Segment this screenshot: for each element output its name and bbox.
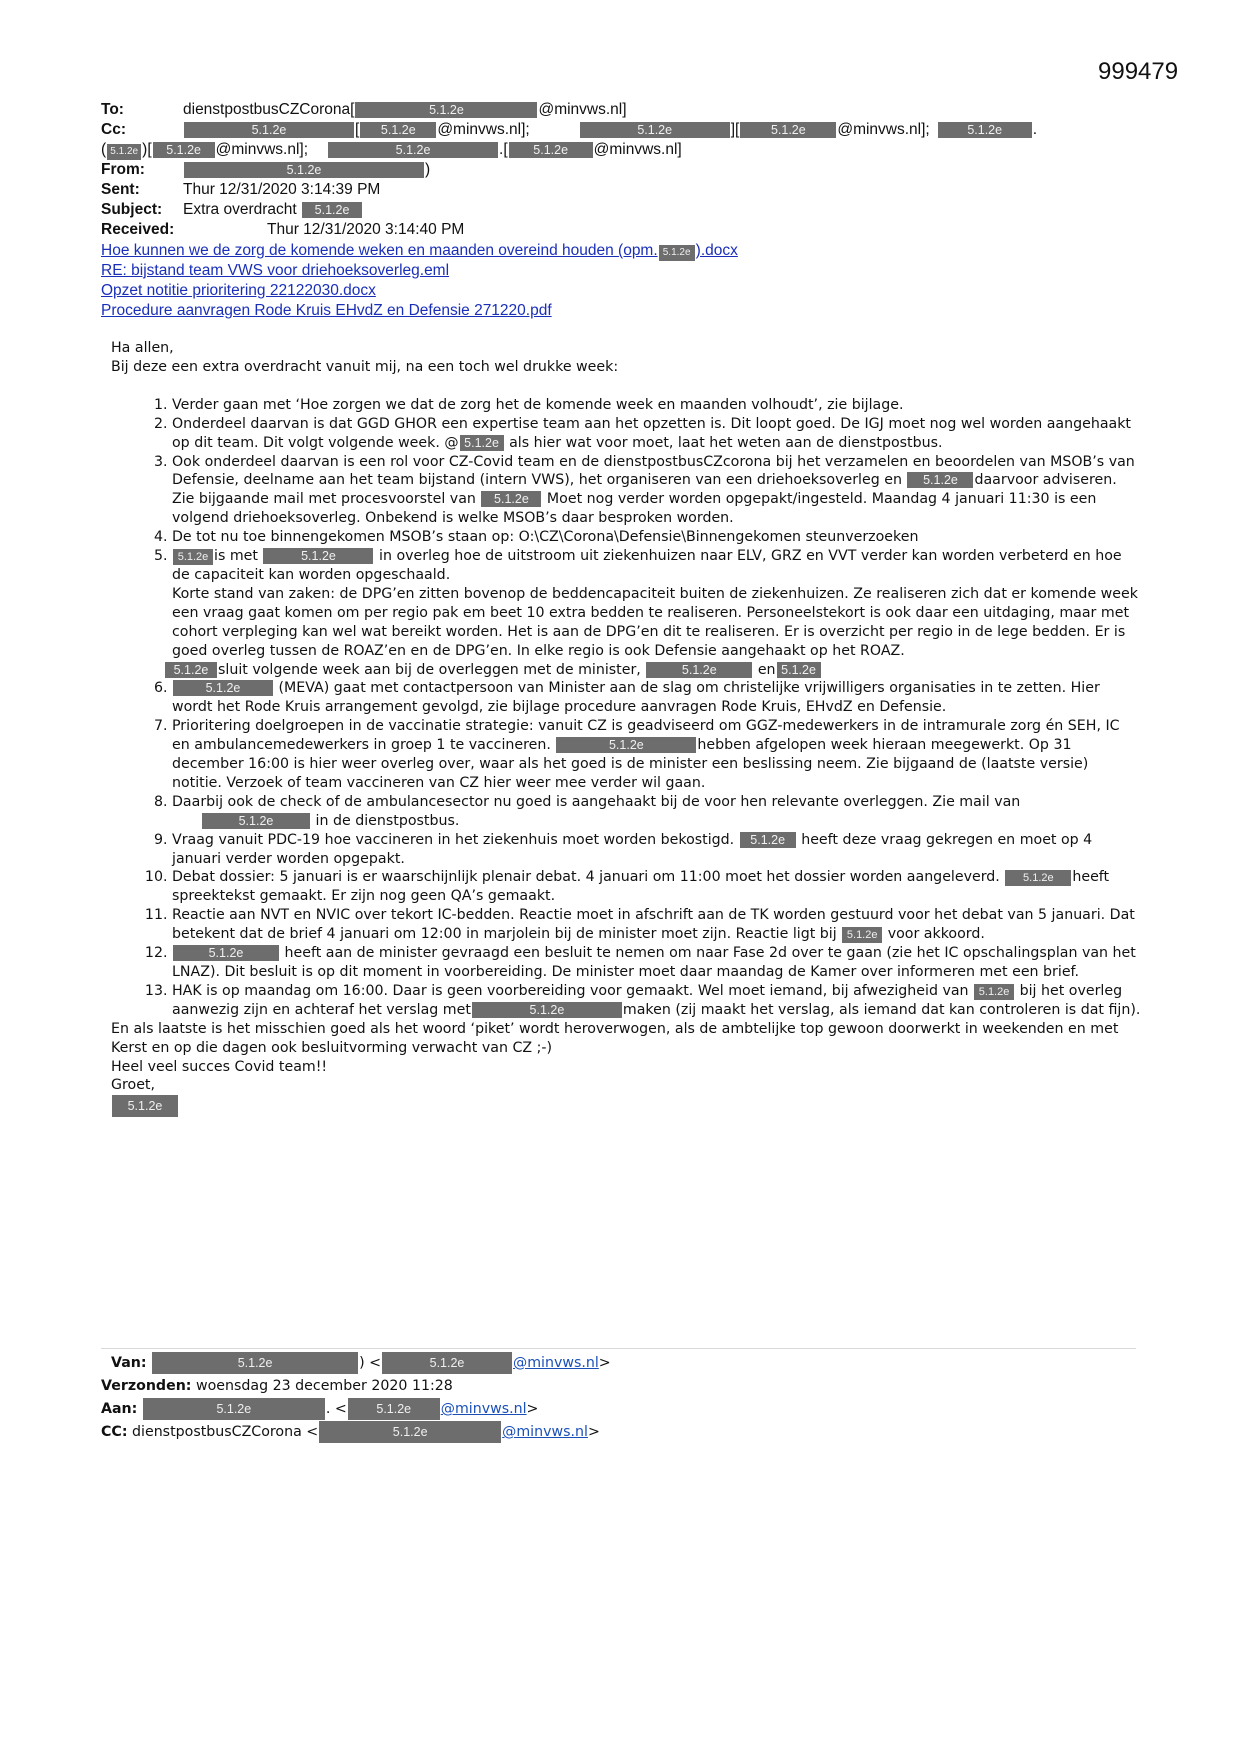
- redaction: 5.1.2e: [107, 144, 141, 160]
- list-item: 2. Onderdeel daarvan is dat GGD GHOR een expertise team aan het opzetten is. Dit loopt goed. De IGJ moet nog wel worden aangehaakt op dit team. Dit volgt volgende week. @ 5.1.2e als hier wat voor moet, laat het weten aan de dienstpostbus.: [172, 415, 1141, 453]
- redaction: 5.1.2e: [173, 680, 273, 696]
- groet: Groet,: [111, 1077, 155, 1094]
- cc-row: Cc: 5.1.2e [ 5.1.2e @minvws.nl]; 5.1.2e ][ 5.1.2e @minvws.nl]; 5.1.2e .: [101, 121, 1038, 138]
- email-link[interactable]: @minvws.nl: [502, 1424, 588, 1440]
- redaction: 5.1.2e: [481, 491, 541, 507]
- redaction: 5.1.2e: [907, 472, 973, 488]
- list-item: 10. Debat dossier: 5 januari is er waarschijnlijk plenair debat. 4 januari om 11:00 moet het dossier worden aangeleverd. 5.1.2e heeft spreektekst gemaakt. Er zijn nog geen QA’s gemaakt.: [172, 868, 1141, 906]
- redaction: 5.1.2e: [143, 1398, 325, 1420]
- attachment-link[interactable]: Procedure aanvragen Rode Kruis EHvdZ en Defensie 271220.pdf: [101, 302, 552, 319]
- document-number: 999479: [1098, 58, 1179, 85]
- redaction: 5.1.2e: [173, 945, 279, 961]
- cc-label: CC:: [101, 1424, 128, 1440]
- subject-label: Subject:: [101, 201, 163, 218]
- redaction: 5.1.2e: [740, 122, 836, 138]
- redaction: 5.1.2e: [355, 102, 537, 118]
- sent-value: Thur 12/31/2020 3:14:39 PM: [183, 181, 381, 198]
- attachment-link[interactable]: Opzet notitie prioritering 22122030.docx: [101, 282, 376, 299]
- redaction: 5.1.2e: [302, 202, 362, 218]
- divider: [101, 1348, 1136, 1349]
- redaction: 5.1.2e: [842, 927, 882, 943]
- van-label: Van:: [111, 1355, 147, 1371]
- list-item: 9. Vraag vanuit PDC-19 hoe vaccineren in het ziekenhuis moet worden bekostigd. 5.1.2e heeft deze vraag gekregen en moet op 4 januari verder worden opgepakt.: [172, 831, 1141, 869]
- redaction: 5.1.2e: [173, 549, 213, 565]
- intro-text: Bij deze een extra overdracht vanuit mij, na een toch wel drukke week:: [111, 358, 619, 375]
- redaction: 5.1.2e: [360, 122, 436, 138]
- status-summary: Korte stand van zaken: de DPG’en zitten bovenop de beddencapaciteit buiten de ziekenhuizen. Ze realiseren zich dat er komende week een vraag gaat komen om per regio pak em beet 10 extra bedden te realiseren. Personeelstekort is ook daar een uitdaging, maar met cohort verpleging kan wel wat bereikt worden. Het is aan de DPG’en dit te realiseren. Er is overzicht per regio in de lege bedden. Er is goed overleg tussen de ROAZ’en en de DPG’en. In elke regio is ook Defensie aangehaakt op het ROAZ.: [172, 585, 1138, 659]
- redaction: 5.1.2e: [165, 662, 217, 678]
- signature: [111, 1095, 1141, 1117]
- redaction: 5.1.2e: [184, 162, 424, 178]
- list-item: 3. Ook onderdeel daarvan is een rol voor CZ-Covid team en de dienstpostbusCZcorona bij het verzamelen en beoordelen van MSOB’s van Defensie, deelname aan het team bijstand (intern VWS), het organiseren van een driehoeksoverleg en 5.1.2e daarvoor adviseren. Zie bijgaande mail met procesvoorstel van 5.1.2e Moet nog verder worden opgepakt/ingesteld. Maandag 4 januari 11:30 is een volgend driehoeksoverleg. Onbekend is welke MSOB’s daar besproken worden.: [172, 453, 1141, 529]
- cc-row-2: ( 5.1.2e )[ 5.1.2e @minvws.nl]; 5.1.2e .[ 5.1.2e @minvws.nl]: [101, 141, 682, 158]
- subject-row: [101, 200, 1161, 220]
- list-item: 11. Reactie aan NVT en NVIC over tekort IC-bedden. Reactie moet in afschrift aan de TK worden gestuurd voor het debat van 5 januari. Dat betekent dat de brief 4 januari om 12:00 in marjolein bij de minister moet zijn. Reactie ligt bij 5.1.2e voor akkoord.: [172, 906, 1141, 944]
- to-row: To: dienstpostbusCZCorona[ 5.1.2e @minvws.nl]: [101, 101, 627, 118]
- from-label: From:: [101, 161, 145, 178]
- redaction: 5.1.2e: [777, 662, 821, 678]
- sent-label: Sent:: [101, 181, 140, 198]
- redaction: 5.1.2e: [328, 142, 498, 158]
- item-list: [111, 396, 1141, 1020]
- received-row: [101, 220, 1161, 240]
- verzonden-label: Verzonden:: [101, 1378, 192, 1394]
- redaction: 5.1.2e: [974, 984, 1014, 1000]
- redaction: 5.1.2e: [348, 1398, 440, 1420]
- aan-label: Aan:: [101, 1401, 138, 1417]
- email-link[interactable]: @minvws.nl: [513, 1355, 599, 1371]
- redaction: 5.1.2e: [580, 122, 730, 138]
- closing-paragraph: En als laatste is het misschien goed als het woord ‘piket’ wordt heroverwogen, als de ambtelijke top gewoon doorwerkt in weekenden en met Kerst en op die dagen ook besluitvorming verwacht van CZ ;-): [111, 1020, 1119, 1056]
- redaction: 5.1.2e: [1005, 870, 1071, 886]
- redaction: 5.1.2e: [263, 548, 373, 564]
- received-label: Received:: [101, 221, 175, 238]
- list-item: 1. Verder gaan met ‘Hoe zorgen we dat de zorg het de komende week en maanden volhoudt’, zie bijlage.: [172, 396, 1141, 415]
- forwarded-header: Van: 5.1.2e ) < 5.1.2e @minvws.nl> Verzonden: woensdag 23 december 2020 11:28 Aan: 5.1.2e . < 5.1.2e @minvws.nl> CC: dienstpostbusCZCorona < 5.1.2e @minvws.nl>: [101, 1352, 611, 1444]
- redaction: 5.1.2e: [556, 737, 696, 753]
- redaction: 5.1.2e: [112, 1095, 178, 1117]
- list-item: 12. 5.1.2e heeft aan de minister gevraagd een besluit te nemen om naar Fase 2d over te gaan (zie het IC opschalingsplan van het LNAZ). Dit besluit is op dit moment in voorbereiding. De minister moet daar maandag de Kamer over informeren met een brief.: [172, 944, 1141, 982]
- redaction: 5.1.2e: [509, 142, 593, 158]
- cc-label: Cc:: [101, 121, 126, 138]
- redaction: 5.1.2e: [938, 122, 1032, 138]
- received-value: Thur 12/31/2020 3:14:40 PM: [267, 221, 465, 238]
- attachment-link[interactable]: Hoe kunnen we de zorg de komende weken en maanden overeind houden (opm. 5.1.2e ).docx: [101, 242, 738, 259]
- subject-value: Extra overdracht: [183, 201, 297, 218]
- sign-off: Heel veel succes Covid team!!: [111, 1058, 328, 1075]
- verzonden-value: woensdag 23 december 2020 11:28: [196, 1378, 453, 1394]
- redaction: 5.1.2e: [740, 832, 796, 848]
- redaction: 5.1.2e: [472, 1002, 622, 1018]
- redaction: 5.1.2e: [659, 245, 695, 261]
- list-item: 6. 5.1.2e (MEVA) gaat met contactpersoon van Minister aan de slag om christelijke vrijwilligers organisaties in te zetten. Hier wordt het Rode Kruis arrangement gevolgd, zie bijlage procedure aanvragen Rode Kruis, EHvdZ en Defensie.: [172, 679, 1141, 717]
- sent-row: [101, 180, 1161, 200]
- to-label: To:: [101, 101, 124, 118]
- list-item: 4. De tot nu toe binnengekomen MSOB’s staan op: O:\CZ\Corona\Defensie\Binnengekomen steunverzoeken: [172, 528, 1141, 547]
- email-header: [101, 100, 1161, 240]
- greeting: Ha allen,: [111, 340, 174, 356]
- redaction: 5.1.2e: [153, 142, 215, 158]
- redaction: 5.1.2e: [382, 1352, 512, 1374]
- redaction: 5.1.2e: [152, 1352, 358, 1374]
- list-item: 5. 5.1.2e is met 5.1.2e in overleg hoe de uitstroom uit ziekenhuizen naar ELV, GRZ en VVT verder kan worden verbeterd en hoe de capaciteit kan worden opgeschaald. Korte stand van zaken: de DPG’en zitten bovenop de beddencapaciteit buiten de ziekenhuizen. Ze realiseren zich dat er komende week een vraag gaat komen om per regio pak em beet 10 extra bedden te realiseren. Personeelstekort is ook daar een uitdaging, maar met cohort verpleging kan wel wat bereikt worden. Het is aan de DPG’en dit te realiseren. Er is overzicht per regio in de lege bedden. Er is goed overleg tussen de ROAZ’en en de DPG’en. In elke regio is ook Defensie aangehaakt op het ROAZ. 5.1.2e sluit volgende week aan bij de overleggen met de minister, 5.1.2e en 5.1.2e: [172, 547, 1141, 679]
- list-item: 7. Prioritering doelgroepen in de vaccinatie strategie: vanuit CZ is geadviseerd om GGZ-medewerkers in de intramurale zorg én SEH, IC en ambulancemedewerkers in groep 1 te vaccineren. 5.1.2e hebben afgelopen week hieraan meegewerkt. Op 31 december 16:00 is hier weer overleg over, waar als het goed is de minister een beslissing neem. Zie bijgaand de (laatste versie) notitie. Verzoek of team vaccineren van CZ hier weer mee verder wil gaan.: [172, 717, 1141, 793]
- email-body: [111, 339, 1141, 1117]
- email-link[interactable]: @minvws.nl: [440, 1401, 527, 1417]
- list-item: 13. HAK is op maandag om 16:00. Daar is geen voorbereiding voor gemaakt. Wel moet iemand, bij afwezigheid van 5.1.2e bij het overleg aanwezig zijn en achteraf het verslag met 5.1.2e maken (zij maakt het verslag, als iemand dat kan controleren is dat fijn).: [172, 982, 1141, 1020]
- list-item: 8. Daarbij ook de check of de ambulancesector nu goed is aangehaakt bij de voor hen relevante overleggen. Zie mail van 5.1.2e in de dienstpostbus.: [172, 793, 1141, 831]
- redaction: 5.1.2e: [460, 435, 504, 451]
- redaction: 5.1.2e: [646, 662, 752, 678]
- redaction: 5.1.2e: [319, 1421, 501, 1443]
- redaction: 5.1.2e: [184, 122, 354, 138]
- attachment-list: [101, 241, 738, 321]
- attachment-link[interactable]: RE: bijstand team VWS voor driehoeksoverleg.eml: [101, 262, 450, 279]
- from-row: From: 5.1.2e ): [101, 161, 431, 178]
- redaction: 5.1.2e: [202, 813, 310, 829]
